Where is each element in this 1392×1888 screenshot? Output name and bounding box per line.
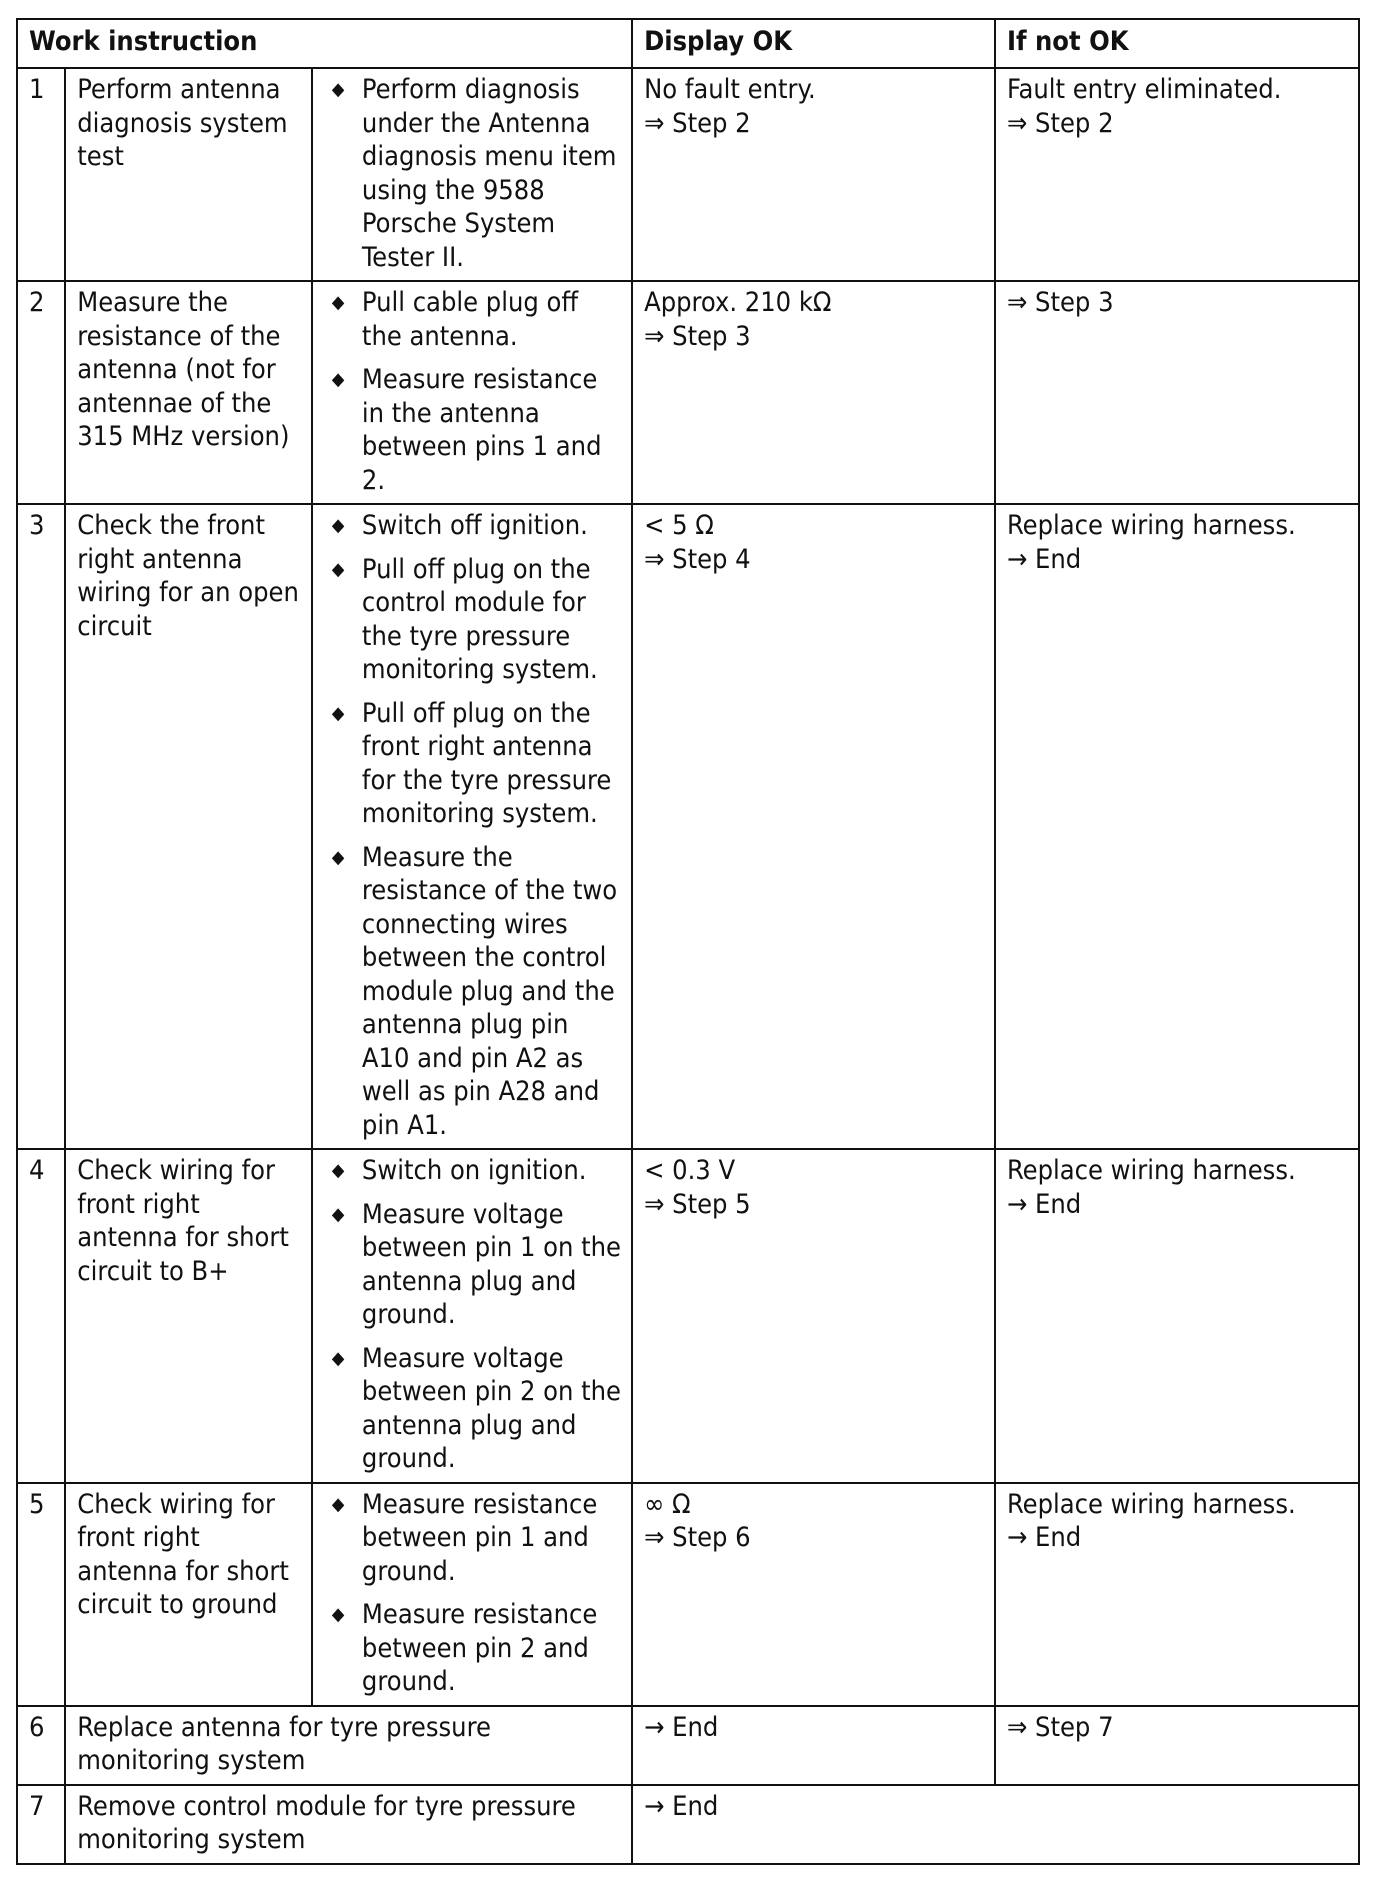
header-if-not-ok: If not OK [995, 19, 1359, 68]
step-actions [312, 504, 632, 1149]
step-number: 3 [17, 504, 65, 1149]
list-item: ◆ Pull off plug on the front right antenna for the tyre pressure monitoring system. [331, 697, 612, 829]
ok-next-step: ⇒ Step 5 [644, 1188, 751, 1220]
header-display-ok: Display OK [632, 19, 995, 68]
ok-value: Approx. 210 kΩ [644, 287, 832, 318]
not-ok-value: Fault entry eliminated. [1006, 74, 1282, 105]
work-instruction-table [16, 18, 1360, 1865]
table-row [17, 1785, 1359, 1864]
step-task: Measure the resistance of the antenna (not for antennae of the 315 MHz version) [65, 281, 312, 504]
list-item: ◆ Measure resistance in the antenna between pins 1 and 2. [331, 364, 602, 496]
not-ok-next-step: → End [1006, 543, 1082, 575]
diamond-bullet-icon: ◆ [331, 1160, 345, 1181]
diamond-bullet-icon: ◆ [331, 515, 345, 536]
not-ok-cell [995, 1706, 1359, 1785]
list-item: ◆ Pull off plug on the control module for the tyre pressure monitoring system. [331, 553, 598, 685]
not-ok-value: Replace wiring harness. [1006, 510, 1296, 541]
step-task: Perform antenna diagnosis system test [65, 68, 312, 281]
table-row [17, 1149, 1359, 1483]
not-ok-next-step: → End [1006, 1188, 1082, 1220]
list-item: ◆ Pull cable plug off the antenna. [331, 287, 579, 352]
diamond-bullet-icon: ◆ [331, 1203, 345, 1225]
diamond-bullet-icon: ◆ [331, 369, 345, 390]
ok-value: < 5 Ω [644, 510, 714, 541]
not-ok-next-step: ⇒ Step 3 [1006, 287, 1114, 318]
display-ok-cell [632, 504, 995, 1149]
step-number: 1 [17, 68, 65, 281]
list-item: ◆ Switch off ignition. [331, 510, 588, 541]
diamond-bullet-icon: ◆ [331, 1604, 345, 1625]
not-ok-cell [995, 281, 1359, 504]
diamond-bullet-icon: ◆ [331, 292, 345, 313]
ok-value: ∞ Ω [644, 1488, 691, 1520]
display-ok-cell [632, 281, 995, 504]
action-list [324, 1154, 621, 1476]
not-ok-cell [995, 504, 1359, 1149]
not-ok-cell [995, 68, 1359, 281]
not-ok-next-step: → End [1006, 1522, 1082, 1553]
not-ok-cell [995, 1149, 1359, 1483]
ok-value: < 0.3 V [644, 1155, 736, 1186]
not-ok-next-step: ⇒ Step 7 [1006, 1711, 1114, 1743]
list-item: ◆ Measure voltage between pin 2 on the antenna plug and ground. [331, 1342, 621, 1474]
action-list [324, 509, 621, 1142]
display-ok-cell [632, 68, 995, 281]
display-ok-cell [632, 1149, 995, 1483]
table-row [17, 1483, 1359, 1706]
step-actions [312, 1149, 632, 1483]
table-row [17, 504, 1359, 1149]
action-list [324, 1488, 621, 1699]
display-ok-cell [632, 1483, 995, 1706]
diamond-bullet-icon: ◆ [331, 558, 345, 580]
ok-next-step: ⇒ Step 2 [644, 107, 751, 139]
not-ok-next-step: ⇒ Step 2 [1006, 107, 1114, 139]
header-work-instruction: Work instruction [17, 19, 632, 68]
list-item: ◆ Perform diagnosis under the Antenna diagnosis menu item using the 9588 Porsche System Tester II. [331, 74, 617, 273]
table-row [17, 68, 1359, 281]
ok-next-step: → End [644, 1711, 719, 1743]
diamond-bullet-icon: ◆ [331, 1493, 345, 1515]
step-task: Replace antenna for tyre pressure monitoring system [65, 1706, 632, 1785]
step-actions [312, 68, 632, 281]
list-item: ◆ Measure voltage between pin 1 on the antenna plug and ground. [331, 1198, 621, 1330]
display-ok-cell [632, 1706, 995, 1785]
table-row [17, 281, 1359, 504]
list-item: ◆ Measure resistance between pin 1 and ground. [331, 1488, 598, 1587]
not-ok-cell [995, 1483, 1359, 1706]
step-number: 4 [17, 1149, 65, 1483]
ok-next-step: → End [644, 1790, 719, 1822]
ok-next-step: ⇒ Step 4 [644, 543, 751, 575]
action-list [324, 73, 621, 274]
diamond-bullet-icon: ◆ [331, 79, 345, 100]
diamond-bullet-icon: ◆ [331, 1347, 345, 1369]
step-task: Remove control module for tyre pressure monitoring system [65, 1785, 632, 1864]
step-task: Check the front right antenna wiring for an open circuit [65, 504, 312, 1149]
step-number: 6 [17, 1706, 65, 1785]
step-actions [312, 281, 632, 504]
not-ok-value: Replace wiring harness. [1006, 1488, 1296, 1520]
list-item: ◆ Measure the resistance of the two connecting wires between the control module plug and the antenna plug pin A10 and pin A2 as well as pin A28 and pin A1. [331, 841, 618, 1141]
action-list [324, 286, 621, 497]
step-task: Check wiring for front right antenna for short circuit to B+ [65, 1149, 312, 1483]
step-task: Check wiring for front right antenna for short circuit to ground [65, 1483, 312, 1706]
step-actions [312, 1483, 632, 1706]
list-item: ◆ Measure resistance between pin 2 and ground. [331, 1599, 598, 1697]
step-number: 5 [17, 1483, 65, 1706]
diamond-bullet-icon: ◆ [331, 846, 345, 868]
table-row [17, 1706, 1359, 1785]
display-ok-cell [632, 1785, 1359, 1864]
diamond-bullet-icon: ◆ [331, 702, 345, 724]
ok-next-step: ⇒ Step 3 [644, 320, 751, 352]
ok-next-step: ⇒ Step 6 [644, 1522, 751, 1553]
ok-value: No fault entry. [644, 74, 816, 105]
list-item: ◆ Switch on ignition. [331, 1155, 587, 1186]
step-number: 7 [17, 1785, 65, 1864]
step-number: 2 [17, 281, 65, 504]
not-ok-value: Replace wiring harness. [1006, 1155, 1296, 1186]
header-row [17, 19, 1359, 68]
